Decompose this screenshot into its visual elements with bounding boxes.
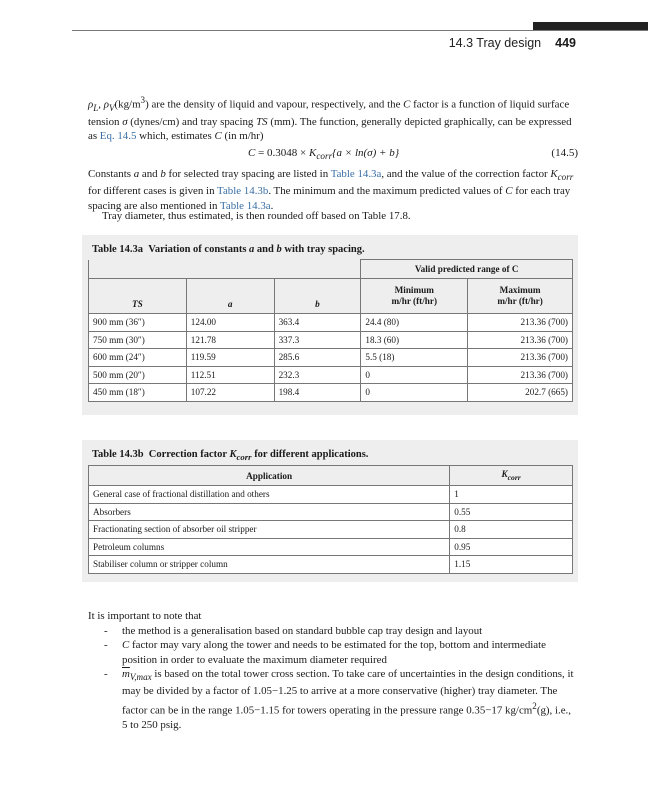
cell-b: 363.4 [274, 314, 361, 332]
cell-min: 24.4 (80) [361, 314, 468, 332]
units-text: (kg/m [114, 98, 141, 111]
cell-ts: 450 mm (18″) [89, 384, 187, 402]
bullet-1-text: the method is a generalisation based on standard bubble cap tray design and layout [122, 625, 483, 637]
function-text: factor is a function of liquid surface tension [88, 98, 570, 128]
table-row [89, 521, 573, 539]
table-a-caption-b: b [276, 244, 282, 255]
table-row [89, 314, 573, 332]
cell-kcorr: 0.95 [450, 538, 573, 556]
cell-a: 107.22 [186, 384, 274, 402]
rho-l-symbol: ρ [88, 98, 94, 111]
sigma-symbol: σ [122, 116, 128, 128]
header-blank [89, 260, 361, 279]
cell-a: 112.51 [186, 366, 274, 384]
bullet-3-text: is based on the total tower cross section. To take care of uncertainties in the design conditions, it may be divided by a factor of 1.05−1.25 to arrive at a more conservative (higher) tray diameter. The factor can be in the range 1.05−1.15 for towers operating in the pressure range 0.35−17 kg/cm [122, 667, 574, 717]
p2-text-5: for different cases is given in [88, 185, 218, 198]
k-symbol: K [550, 168, 558, 180]
cell-min: 5.5 (18) [361, 349, 468, 367]
table-14-3a-box [82, 235, 578, 415]
cell-b: 285.6 [274, 349, 361, 367]
ts-symbol: TS [256, 116, 268, 128]
cell-max: 213.36 (700) [468, 314, 573, 332]
equation-k: K [309, 147, 317, 159]
table-14-3a [88, 259, 573, 402]
table-14-3a-link[interactable]: Table 14.3a [330, 168, 382, 180]
cell-max: 202.7 (665) [468, 384, 573, 402]
cell-kcorr: 0.55 [450, 503, 573, 521]
bullet-generalisation [104, 624, 578, 638]
c-symbol-2: C [214, 130, 222, 143]
cell-min: 18.3 (60) [361, 331, 468, 349]
col-kcorr-header [450, 466, 573, 486]
running-header [72, 36, 576, 50]
density-text: ) are the density of liquid and vapour, respectively, and the [145, 98, 404, 111]
table-row [89, 503, 573, 521]
cell-application: Fractionating section of absorber oil stripper [89, 521, 450, 539]
table-14-3a-caption [92, 244, 365, 255]
table-a-caption-text: Variation of constants [148, 244, 250, 255]
cell-max: 213.36 (700) [468, 349, 573, 367]
p2-text-1: Constants [88, 168, 134, 180]
table-row [89, 556, 573, 574]
header-accent-bar [533, 22, 648, 30]
table-row [89, 366, 573, 384]
table-14-3b-link[interactable]: Table 14.3b [217, 185, 269, 198]
paragraph-tray-diameter: Tray diameter, thus estimated, is then rounded off based on Table 17.8. [102, 210, 411, 222]
equation-k-subscript: corr [316, 151, 333, 162]
cell-min: 0 [361, 384, 468, 402]
p2-text-8: . [270, 199, 274, 212]
equation-lhs: C [248, 147, 256, 159]
k-subscript: corr [557, 172, 574, 183]
equation-coefficient: = 0.3048 × [255, 147, 310, 159]
units-m-hr-text: (in m/hr) [221, 130, 264, 143]
table-b-caption-text: Correction factor [148, 449, 230, 460]
page-number: 449 [555, 36, 576, 50]
p2-text-4: , and the value of the correction factor [381, 168, 551, 180]
col-k-label: K [501, 469, 508, 480]
cell-max: 213.36 (700) [468, 331, 573, 349]
bullet-3-m: $\overline{m}$ [122, 667, 130, 680]
table-b-caption-k: K [229, 449, 237, 460]
table-a-caption-end: with tray spacing. [281, 244, 365, 255]
a-symbol: a [133, 168, 140, 180]
cell-kcorr: 1 [450, 486, 573, 504]
col-ts-label: TS [132, 299, 143, 309]
table-row [89, 486, 573, 504]
table-14-3a-link-2[interactable]: Table 14.3a [219, 199, 271, 212]
p2-text-3: for selected tray spacing are listed in [165, 168, 331, 180]
cell-ts: 600 mm (24″) [89, 349, 187, 367]
bullet-mass-flow [104, 667, 578, 732]
cell-a: 124.00 [186, 314, 274, 332]
b-symbol: b [160, 168, 166, 180]
col-min-header [361, 279, 468, 314]
cell-application: Stabiliser column or stripper column [89, 556, 450, 574]
p2-text-7: for each tray spacing are also mentioned in [88, 185, 571, 212]
bullet-2-c: C [122, 639, 130, 652]
equation-body: {a × ln(σ) + b} [332, 147, 400, 159]
equation-link[interactable]: Eq. 14.5 [99, 130, 137, 143]
cell-application: General case of fractional distillation and others [89, 486, 450, 504]
col-min-line1: Minimum [394, 285, 434, 295]
equation-formula [248, 147, 399, 161]
table-row [89, 384, 573, 402]
table-a-label: Table 14.3a [92, 244, 143, 255]
col-max-line1: Maximum [499, 285, 541, 295]
c-symbol: C [403, 98, 411, 111]
cell-ts: 500 mm (20″) [89, 366, 187, 384]
col-min-line2: m/hr (ft/hr) [391, 296, 438, 306]
table-b-caption-k-sub: corr [236, 452, 252, 463]
cell-a: 119.59 [186, 349, 274, 367]
bullet-3-sup: 2 [532, 700, 537, 711]
p2-text-6: . The minimum and the maximum predicted values of [268, 185, 506, 198]
table-a-caption-a: a [249, 244, 255, 255]
cell-kcorr: 0.8 [450, 521, 573, 539]
table-14-3b [88, 465, 573, 574]
table-b-label: Table 14.3b [92, 449, 144, 460]
p2-text-2: and [139, 168, 161, 180]
rho-v-subscript: V [108, 102, 115, 113]
tension-text: (dynes/cm) and tray spacing [127, 116, 257, 128]
table-b-caption-end: for different applications. [251, 449, 369, 460]
cell-application: Petroleum columns [89, 538, 450, 556]
table-row [89, 538, 573, 556]
bullet-dash: - [104, 625, 108, 637]
bullet-2-text: factor may vary along the tower and needs to be estimated for the top, bottom and intermediate position in order to evaluate the maximum diameter required [122, 639, 546, 666]
paragraph-density-definition: $\rho_L$, $\rho_V(kg/m^3)$ are the density of liquid and vapour, respectively, and the C factor is a function of liquid surface tension σ (dynes/cm) and tray spacing TS (mm). The function, generally depicted graphically, can be expressed as Eq. 14.5 which, estimates C (in m/hr) [88, 95, 572, 143]
col-k-sub: corr [507, 472, 521, 482]
col-ts-header [89, 279, 187, 314]
col-max-line2: m/hr (ft/hr) [497, 296, 543, 306]
estimates-text: which, estimates [136, 130, 215, 143]
equation-14-5 [88, 147, 578, 162]
col-b-label: b [315, 299, 320, 309]
cell-b: 232.3 [274, 366, 361, 384]
paragraph-important-note: It is important to note that [88, 610, 202, 622]
table-row [89, 349, 573, 367]
c-symbol-3: C [505, 185, 513, 198]
bullet-list [104, 624, 578, 732]
bullet-3-sub: V,max [129, 672, 152, 683]
col-b-header [274, 279, 361, 314]
col-a-label: a [227, 299, 233, 309]
cell-max: 213.36 (700) [468, 366, 573, 384]
header-rule [72, 30, 648, 31]
cell-b: 198.4 [274, 384, 361, 402]
table-a-caption-and: and [254, 244, 277, 255]
paragraph-constants [88, 167, 578, 213]
table-row [89, 331, 573, 349]
rho-v-symbol: ρ [103, 98, 109, 111]
col-application-header: Application [89, 466, 450, 486]
rho-l-subscript: L [93, 102, 99, 113]
cubic-superscript: 3 [140, 95, 146, 105]
group-header: Valid predicted range of C [361, 260, 573, 279]
cell-application: Absorbers [89, 503, 450, 521]
equation-number: (14.5) [551, 147, 578, 159]
cell-b: 337.3 [274, 331, 361, 349]
col-a-header [186, 279, 274, 314]
table-14-3b-box [82, 440, 578, 582]
bullet-c-factor [104, 638, 578, 667]
table-14-3b-caption [92, 449, 368, 462]
cell-ts: 750 mm (30″) [89, 331, 187, 349]
bullet-dash: - [104, 667, 108, 680]
cell-min: 0 [361, 366, 468, 384]
graphical-text: (mm). The function, generally depicted graphically, can be expressed as [88, 116, 572, 143]
cell-ts: 900 mm (36″) [89, 314, 187, 332]
cell-kcorr: 1.15 [450, 556, 573, 574]
col-max-header [468, 279, 573, 314]
cell-a: 121.78 [186, 331, 274, 349]
bullet-3-end: (g), i.e., 5 to 250 psig. [122, 704, 571, 731]
section-title: 14.3 Tray design [448, 36, 542, 50]
bullet-dash: - [104, 639, 108, 652]
